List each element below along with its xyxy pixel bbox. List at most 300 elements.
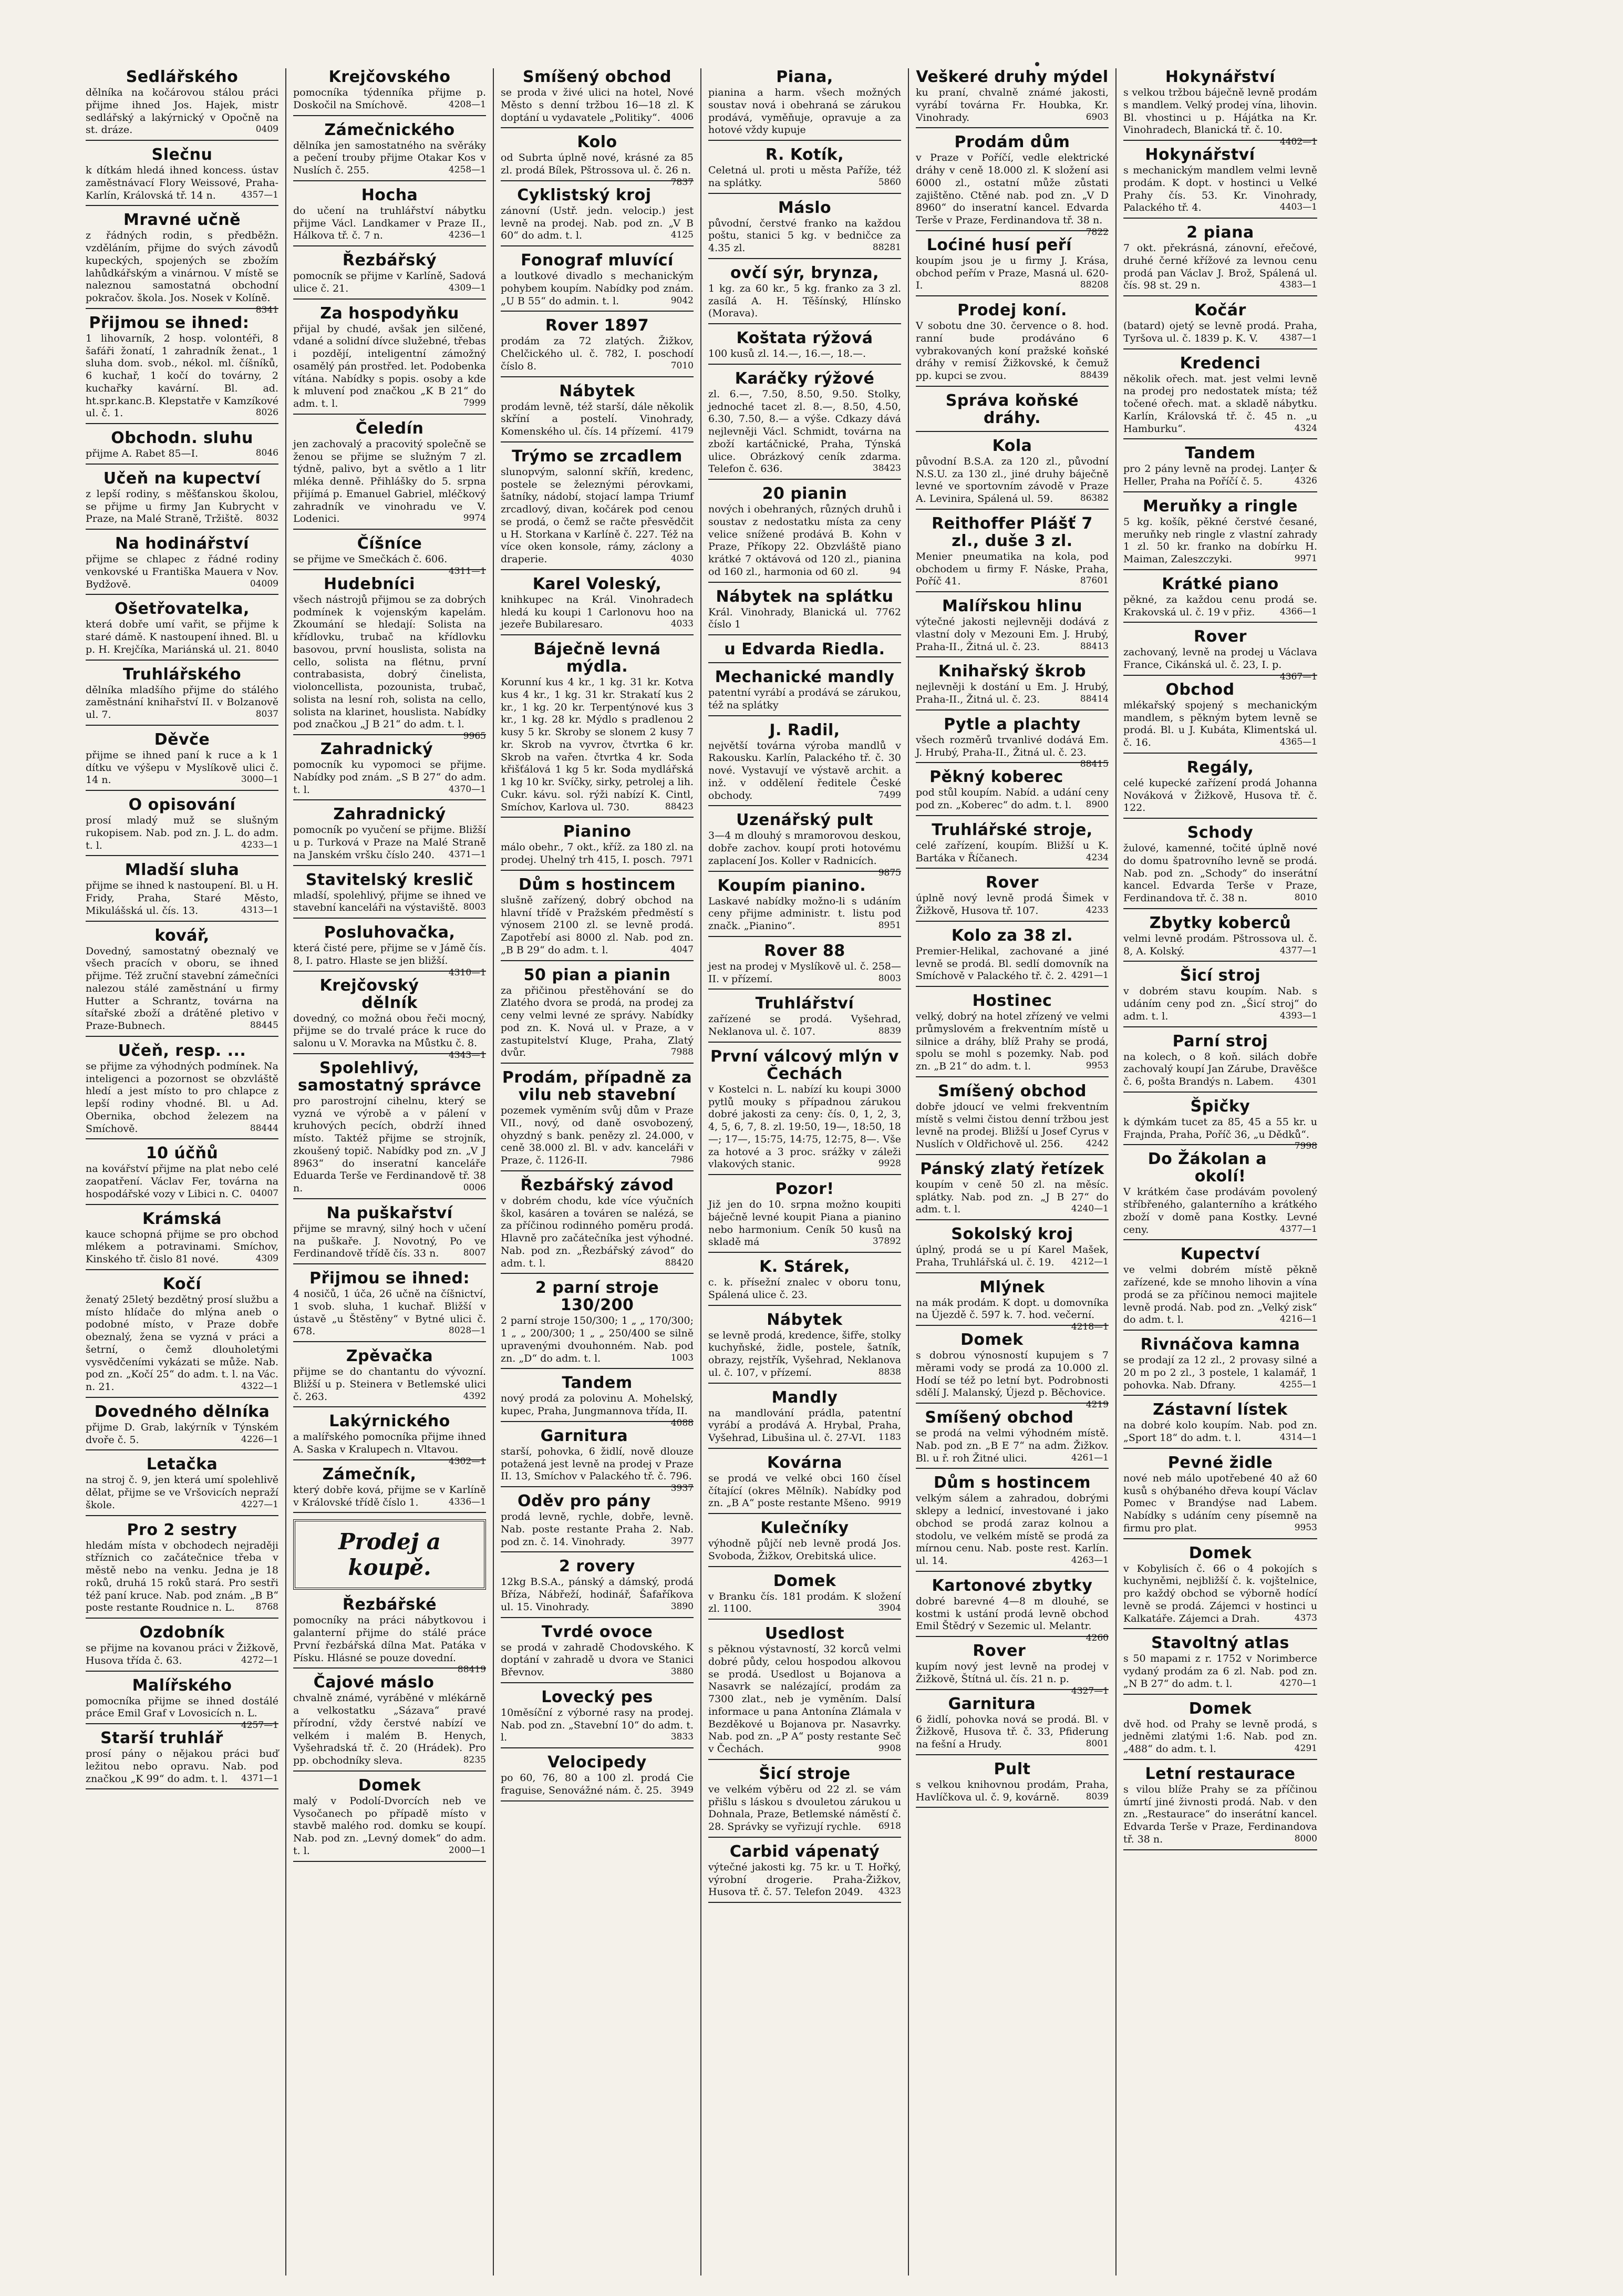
ad-body-text: se přijme ve Smečkách č. 606. [293,553,448,565]
ad-title: Učeň na kupectví [103,469,261,488]
ad-title: Čajové máslo [313,1673,435,1692]
ad-body [86,1163,278,1200]
classified-ad [708,995,901,1043]
ad-reference-number: 0409 [255,124,278,135]
ad-title: Nábytek [559,382,635,400]
classified-ad [86,146,278,206]
ad-reference-number: 2000—1 [448,1845,486,1856]
ad-body-text: přijal by chudé, avšak jen silčené, vdané a solidní dívce služebné, třebas i pozdějí, inteligentní zámožný osamělý pán prostřed. let. Podobenka vítána. Nabídky s popis. osoby a kde k mluvení pod značkou „K B 21“ do adm. t. l. [293,323,486,409]
classified-ad [293,574,486,742]
ad-body-text: Premier-Helikal, zachované a jiné levně se prodá. Bl. sedlí domovník na Smíchově v Palackého tř. č. 2. [916,945,1109,982]
ad-body [708,388,901,476]
ad-body-text: se přijme za výhodných podmínek. Na inteligenci a pozornost se obzvláště hledí a jest místo to pro chlapce z lepší rodiny vhodné. Bl. u Ad. Obernika, obchod železem na Smíchově. [86,1060,279,1135]
ad-body-text: s dobrou výnosností kupujem s 7 měrami vody se prodá za 10.000 zl. Hodí se též po letní byt. Podrobnosti sdělí J. Malanský, Újezd p. Běchovice. [916,1350,1109,1399]
classified-ad [1123,967,1317,1027]
ad-body-text: pomocníky na práci nábytkovou i galanterní přijme do stálé práce První řezbářská dílna Mat. Patáka v Písku. Hlásné se pouze dovední. [293,1614,486,1664]
ad-body [293,1692,486,1767]
ad-body [501,401,694,438]
classified-ad [916,992,1109,1077]
classified-ad [708,877,901,937]
ad-title: Pro 2 sestry [127,1520,237,1539]
ad-body-text: koupím v ceně 50 zl. na měsíc. splátky. Nab. pod zn. „J B 27“ do adm. t. l. [916,1178,1109,1216]
classified-ad [501,1374,694,1428]
classified-ad [293,1777,486,1862]
ad-reference-number: 4309 [255,1253,278,1264]
ad-reference-number: 4258—1 [448,164,486,175]
ad-reference-number: 4006 [670,111,694,122]
ad-reference-number: 4219 [1086,1399,1109,1410]
classified-ad [293,1595,486,1675]
ad-title: Karel Voleský, [532,574,662,593]
classified-ad [1123,1700,1317,1760]
column-2 [286,68,494,2276]
ad-title: Slečnu [151,146,213,164]
ad-body-text: který dobře ková, přijme se v Karlíně v Královské třídě číslo 1. [293,1484,486,1508]
ad-body-text: v dobrém chodu, kde více výučních škol, kasáren a továren se nalézá, se za příčinou rodinného poměru prodá. Hlavně pro začátečníka jest výhodné. Nab. pod zn. „Řezbářský závod“ do adm. t. l. [501,1195,694,1269]
ad-body [1123,1116,1317,1152]
classified-ad [86,600,278,660]
ad-title: Zástavní lístek [1153,1401,1288,1419]
ad-body [501,1642,694,1679]
ad-reference-number: 4309—1 [448,282,486,293]
ad-body-text: s velkou knihovnou prodám, Praha, Havlíčkova ul. č. 9, kovárně. [916,1778,1109,1803]
classified-ad [293,976,486,1061]
ad-reference-number: 4236—1 [448,230,486,241]
ad-body-text: dovedný, co možná obou řeči mocný, přijme se do trvalé práce k ruce do salonu u V. Moravka na Můstku č. 8. [293,1012,486,1049]
ad-title: 10 účňů [146,1144,219,1163]
ad-title: Prodám dům [954,133,1070,152]
ad-reference-number: 4323 [878,1886,901,1897]
ad-body-text: pro parostrojní cihelnu, který se vyzná ve výrobě a v pálení v kruhových pecích, obdrží ihned místo. Taktéž přijme se strojník, zkoušený topič. Nabídky pod zn. „V J 8963“ do inseratní kanceláře Eduarda Terše ve Ferdinandově tř. 38 n. [293,1095,486,1194]
ad-body-text: kauce schopná přijme se pro obchod mlékem a potravinami. Smíchov, Kinského tř. čislo 81 nové. [86,1228,278,1265]
ad-title: Pult [994,1759,1031,1778]
classified-ad [916,1160,1109,1220]
classified-ad [916,1576,1109,1643]
classified-ad [293,871,486,919]
classified-ad [708,1519,901,1567]
ad-body [708,961,901,986]
classified-ad [293,534,486,576]
ad-reference-number: 38423 [872,463,901,474]
ad-reference-number: 8768 [255,1602,278,1613]
ad-body [916,456,1109,506]
ad-body-text: a loutkové divadlo s mechanickým pohybem koupím. Nabídky pod znám. „U B 55“ do admin. t. l. [501,270,694,307]
ad-body-text: v Branku čís. 181 prodám. K složení zl. 1100. [708,1590,901,1615]
classified-ad [1123,1634,1317,1694]
ad-title: Učeň, resp. ... [118,1041,246,1060]
ad-title: První válcový mlýn v Čechách [710,1047,899,1083]
ad-body [293,140,486,177]
classified-ad [1123,1033,1317,1093]
ad-body [1123,842,1317,905]
ad-body-text: 5 kg. košík, pěkné čerstvé česané, meruňky neb ringle z vlastní zahrady 1 zl. 50 kr. franko na dobírku H. Maiman, Zaleszczyki. [1123,516,1317,565]
ad-body [1123,699,1317,749]
ad-body [293,759,486,796]
classified-ad [86,861,278,921]
ad-body-text: na kovářství přijme na plat nebo celé zaopatření. Václav Fer, továrna na hospodářské vozy v Libici n. C. [86,1163,278,1200]
ad-title: Pěkný koberec [929,768,1063,787]
ad-body-text: se prodá ve velké obci 160 čísel čítající (okres Mělník). Nabídky pod zn. „B A“ poste restante Mšeno. [708,1472,901,1509]
ad-body [86,1294,278,1394]
ad-body [293,1795,486,1858]
ad-reference-number: 4257—1 [241,1720,278,1731]
ad-title: Trýmo se zrcadlem [512,447,683,466]
ad-body [86,87,278,137]
ad-body-text: pro 2 pány levně na prodej. Lanţer & Heller, Praha na Poříčí č. 5. [1123,463,1317,487]
classified-ad [86,535,278,595]
classified-ad [293,1412,486,1467]
ad-body-text: patentní vyrábí a prodává se zárukou, též na splátky [708,687,901,711]
ad-title: Šicí stroj [1180,966,1261,985]
ad-body-text: knihkupec na Král. Vinohradech hledá ku koupi 1 Carlonovu hoo na jezeře Bubilaresaro. [501,593,694,631]
ad-body-text: pomocníka týdenníka přijme p. Doskočil na Smíchově. [293,87,486,111]
ad-body [916,551,1109,588]
ad-body [708,1013,901,1038]
ad-body-text: od Subrta úplně nové, krásné za 85 zl. prodá Bílek, Pštrossova ul. č. 26 n. [501,152,694,176]
ad-reference-number: 4291 [1294,1743,1317,1754]
classified-ad [86,666,278,726]
ad-body-text: na dobré kolo koupím. Nab. pod zn. „Sport 18“ do adm. t. l. [1123,1419,1317,1444]
ad-body-text: v Praze v Poříčí, vedle elektrické dráhy v ceně 18.000 zl. K složení asi 6000 zl., ostatní může zůstati zajištěno. Ctěné nab. pod zn. „V D 8960“ do inseratní kancel. Edvarda Terše v Praze, Ferdinandova tř. 38 n. [916,152,1109,226]
ad-title: Mechanické mandly [715,668,895,686]
ad-body [86,488,278,526]
classified-ad [708,146,901,194]
ad-body [293,1484,486,1509]
ad-body [708,348,901,361]
ad-body-text: dobré barevné 4—8 m dlouhé, se kostmi k ustání prodá levně obchod Emil Štědrý v Sezemic ul. Melantr. [916,1595,1109,1632]
ad-body-text: Menier pneumatika na kola, pod obchodem u firmy F. Náske, Praha, Poříč 41. [916,550,1109,588]
ad-title: Piana, [776,68,833,86]
ad-title: Truhlářského [122,665,242,684]
ad-body-text: pomocník se přijme v Karlíně, Sadová ulice č. 21. [293,270,486,294]
ad-title: Domek [1188,1543,1252,1562]
classified-ad [86,68,278,141]
ad-reference-number: 7010 [670,360,694,371]
classified-ad [1123,1150,1317,1240]
classified-ad [708,370,901,480]
ad-title: Mravné učně [123,211,241,230]
ad-title: Kolo za 38 zl. [951,926,1073,945]
ad-body [916,320,1109,383]
classified-ad [501,966,694,1064]
classified-ad [708,485,901,583]
ad-body-text: přijme se ihned k nastoupení. Bl. u H. Fridy, Praha, Staré Město, Mikulášská ul. čís. 13. [86,880,278,917]
classified-ad [916,1083,1109,1155]
ad-body [86,1474,278,1511]
ad-body-text: V krátkém čase prodávám povolený stříbřeného, galanterního a krátkého zboží v domě pana Kostky. Levné ceny. [1123,1186,1317,1235]
ad-body-text: mladší, spolehlivý, přijme se ihned ve stavební kanceláři na výstaviště. [293,889,486,914]
ad-reference-number: 8838 [878,1366,901,1377]
ad-reference-number: 6903 [1086,111,1109,122]
classified-ad [293,187,486,246]
classified-ad [708,1843,901,1903]
ad-title: J. Radil, [769,720,840,739]
classified-ad [1123,1245,1317,1331]
ad-reference-number: 4366—1 [1279,606,1317,617]
classified-ad [86,1624,278,1672]
ad-body [916,152,1109,238]
ad-title: Starší truhlář [100,1729,223,1747]
ad-reference-number: 88419 [457,1664,486,1675]
ad-title: Krámská [142,1209,222,1228]
ad-title: Přijmou se ihned: [89,313,250,332]
ad-body-text: celé kupecké zařízení prodá Johanna Nováková v Žižkově, Husova tř. č. 122. [1123,777,1317,814]
ad-body [86,815,278,852]
ad-body [1123,1563,1317,1625]
ad-body-text: na kolech, o 8 koň. silách dobře zachovalý koupí Jan Zárube, Dravěšce č. 6, pošta Brandýs n. Labem. [1123,1051,1317,1087]
ad-body-text: velký, dobrý na hotel zřízený ve velmi průmyslovém a frekventním místě u silnice a dráhy, blíž Prahy se prodá, spolu se mohl s pozemky. Nab. pod zn. „B 21“ do adm. t. l. [916,1011,1109,1072]
classified-ad [293,420,486,530]
ad-body-text: prodám za 72 zlatých. Žižkov, Chelčického ul. č. 782, I. poschodí číslo 8. [501,335,694,372]
ad-reference-number: 4393—1 [1279,1010,1317,1021]
classified-ad [1123,146,1317,219]
ad-reference-number: 8235 [463,1755,486,1765]
ad-title: Nábytek [767,1310,843,1329]
ad-reference-number: 4322—1 [241,1381,278,1392]
classified-ad [1123,1765,1317,1850]
ad-title: Kovárna [767,1453,843,1472]
ad-title: R. Kotík, [765,146,844,164]
ad-reference-number: 4392 [463,1391,486,1402]
ad-body [1123,1051,1317,1088]
ad-title: 50 pian a pianin [523,965,671,984]
ad-body-text: jest na prodej v Myslíkově ul. č. 258—II. v přízemí. [708,960,901,985]
ad-reference-number: 4233 [1086,905,1109,915]
classified-ad [1123,575,1317,623]
ad-title: Truhlářství [755,994,854,1013]
ad-body-text: nový prodá za polovinu A. Mohelský, kupec, Praha, Jungmannova třída, II. [501,1393,694,1417]
ad-body [501,594,694,631]
ad-title: Usedlost [764,1624,845,1643]
classified-ad [501,448,694,570]
ad-reference-number: 4233—1 [241,839,278,850]
ad-body-text: pod stůl koupím. Nabíd. a udání ceny pod zn. „Koberec“ do adm. t. l. [916,787,1109,811]
ad-body [501,676,694,814]
ad-reference-number: 4367—1 [1279,671,1317,682]
ad-body [293,438,486,526]
classified-ad [916,663,1109,711]
ad-title: Řezbářský závod [520,1176,674,1195]
ad-title: Pánský zlatý řetízek [920,1159,1104,1178]
ad-body-text: Král. Vinohrady, Blanická ul. 7762 číslo 1 [708,606,901,631]
classified-ad [86,1275,278,1398]
ad-body [1123,320,1317,345]
ad-body-text: přijme D. Grab, lakýrník v Týnském dvoře č. 5. [86,1421,278,1446]
ad-title: Kola [992,436,1032,455]
ad-reference-number: 4365—1 [1279,737,1317,747]
ad-body-text: ku praní, chvalně známé jakosti, vyrábí továrna Fr. Houbka, Kr. Vinohrady. [916,87,1109,123]
classified-ad [293,740,486,800]
ad-title: Řezbářské [342,1595,437,1614]
ad-body-text: nových i obehraných, různých druhů i soustav z nedostatku místa za ceny velice snížené prodává B. Kohn v Praze, Příkopy 22. Obzvláště piano krátké 7 oktávová od 120 zl., pianina od 160 zl., harmonia od 60 zl. [708,503,901,578]
ad-title: Krejčovského [328,68,451,86]
ad-body-text: 7 okt. překrásná, zánovní, eřečové, druhé černé křížové za levnou cenu prodá pan Václav J. Brož, Spálená ul. čís. 98 st. 29 n. [1123,242,1317,292]
classified-ad [708,1258,901,1306]
ad-body-text: přijme se mravný, silný hoch v učení na puškaře. J. Novotný, Po ve Ferdinandově třídě čís. 33 n. [293,1222,486,1260]
ad-body [916,681,1109,706]
classified-ad [86,1676,278,1731]
ad-title: Obchodn. sluhu [111,429,253,447]
classified-ad [916,1760,1109,1808]
ad-body-text: s 50 mapami z r. 1752 v Norimberce vydaný prodám za 6 zl. Nab. pod zn. „N B 27“ do adm. t. l. [1123,1653,1317,1690]
section-banner: Prodej a koupě. [293,1519,486,1590]
ad-body [1123,164,1317,214]
ad-reference-number: 3000—1 [241,774,278,785]
classified-ad [916,437,1109,510]
ad-body [916,787,1109,812]
classified-ad [86,796,278,856]
classified-ad [86,1042,278,1140]
ad-body-text: se prodá na velmi výhodném místě. Nab. pod zn. „B E 7“ na adm. Žižkov. Bl. u ř. roh Žitné ulici. [916,1427,1109,1464]
classified-ad [293,1204,486,1264]
ad-body [708,1643,901,1756]
ad-body-text: na mandlování prádla, patentní vyrábí a prodává A. Hrybal, Praha, Vyšehrad, Libušina ul. č. 27-VI. [708,1407,901,1444]
classified-ad [293,252,486,300]
ad-title: Dům s hostincem [934,1474,1091,1492]
ad-body [501,152,694,188]
ink-dot [1035,62,1039,66]
ad-body-text: a malířského pomocníka přijme ihned A. Saska v Kralupech n. Vltavou. [293,1431,486,1455]
column-1 [79,68,286,2276]
ad-body [501,270,694,307]
ad-title: Zbytky koberců [1149,913,1291,932]
classified-ad [708,811,901,878]
ad-reference-number: 0006 [463,1182,486,1193]
ad-reference-number: 4088 [670,1417,694,1428]
ad-body [708,1407,901,1445]
ad-title: Za hospodyňku [320,304,459,323]
ad-body-text: V sobotu dne 30. července o 8. hod. ranní bude prodáváno 6 vybrakovaných koní pražské koňské dráhy v remisí Žižkovské, k čemuž pp. kupci se zvou. [916,320,1109,382]
classified-ad [501,133,694,188]
classified-ad [708,1048,901,1175]
ad-reference-number: 8040 [255,643,278,654]
classified-ad [293,1059,486,1199]
ad-reference-number: 8037 [255,709,278,719]
ad-body-text: nové neb málo upotřebené 40 až 60 kusů s ohýbaného dřeva koupí Václav Pomec v Brandýse nad Labem. Nabídky s udáním ceny písemně na firmu pro plat. [1123,1472,1317,1534]
ad-reference-number: 88444 [250,1123,278,1134]
classified-ad [86,470,278,530]
ad-title: Báječně levná mýdla. [533,640,661,676]
ad-reference-number: 4260 [1086,1633,1109,1643]
classified-ad [708,68,901,141]
ad-body-text: výtečné jakosti kg. 75 kr. u T. Hořký, výrobní drogerie. Praha-Žižkov, Husova tř. č. 57. Telefon 2049. [708,1861,901,1898]
ad-title: Ozdobník [139,1623,225,1642]
ad-title: Děvče [154,730,210,749]
ad-title: Prodám, případně za vilu neb stavební [502,1068,692,1104]
ad-title: Domek [773,1571,836,1590]
ad-reference-number: 4242 [1086,1138,1109,1149]
ad-title: Kolo [577,133,617,152]
ad-reference-number: 5860 [878,177,901,188]
ad-title: 2 piana [1186,223,1254,242]
ad-body-text: koupím jsou je u firmy J. Krása, obchod peřím v Praze, Masná ul. 620-I. [916,254,1109,292]
ad-body [916,1011,1109,1073]
ad-body-text: zachovaný, levně na prodej u Václava France, Cikánská ul. č. 23, I. p. [1123,646,1317,671]
ad-body-text: kupím nový jest levně na prodej v Žižkově, Štítná ul. čís. 21 n. p. [916,1661,1109,1685]
ad-body-text: malý v Podolí-Dvorcích neb ve Vysočanech po případě místo v stavbě malého rod. domku se koupí. Nab. pod zn. „Levný domek“ do adm. t. l. [293,1795,486,1857]
classified-ad [916,821,1109,869]
ad-reference-number: 4377—1 [1279,945,1317,956]
ad-body [293,323,486,410]
ad-title: Domek [358,1776,421,1795]
ad-title: Kredenci [1180,354,1261,373]
ad-reference-number: 4387—1 [1279,332,1317,343]
ad-body [1123,1653,1317,1690]
ad-reference-number: 37892 [872,1236,901,1247]
ad-reference-number: 8000 [1294,1833,1317,1844]
ad-body [708,1199,901,1249]
ad-body [293,824,486,861]
ad-body-text: slušně zařízený, dobrý obchod na hlavní třídě v Pražském předměstí s výnosem 2100 zl. se levně prodá. Zapotřebí asi 8000 zl. Nab. pod zn. „B B 29“ do adm. t. l. [501,894,694,956]
ad-body-text: v Kostelci n. L. nabízí ku koupi 3000 pytlů mouky s případnou zárukou dobré jakosti za ceny: čís. 0, 1, 2, 3, 4, 5, 6, 7, 8. zl. 19:50, 19—, 18:50, 18—; 17—, 15:75, 14:75, 12:75, 8—. Vše za hotové a 3 proc. srážky v záleži vlakových stanic. [708,1083,901,1170]
ad-title: ovčí sýr, brynza, [730,263,880,282]
classified-ad [86,211,278,315]
ad-reference-number: 3833 [670,1732,694,1743]
ad-body-text: 100 kusů zl. 14.—, 16.—, 18.—. [708,348,866,359]
ad-reference-number: 87601 [1080,575,1109,586]
ad-body [293,87,486,112]
ad-body [293,593,486,742]
ad-title: Nábytek na splátku [716,587,894,606]
ad-body [501,1315,694,1365]
ad-body [293,1095,486,1195]
ad-reference-number: 9953 [1294,1522,1317,1533]
ad-title: Koštata rýžová [736,329,873,347]
ad-reference-number: 1183 [878,1432,901,1443]
ad-body [708,606,901,632]
ad-body-text: slunopvým, salonní skříň, kredenc, postele se železnými pérovkami, šatníky, nádobí, stojací lampa Triumf zrcadlový, divan, kočárek pod cenou se prodá, o čemž se račte přesvědčit u H. Storkana v Karlíně č. 227. Též na více oken konsole, rámy, záclony a draperie. [501,466,694,565]
ad-body-text: do učení na truhlářství nábytku přijme Václ. Landkamer v Praze II., Hálkova tř. č. 7 n. [293,204,486,242]
ad-body-text: dělníka jen samostatného na svěráky a pečení trouby přijme Otakar Kos v Nuslích č. 255. [293,139,486,176]
classified-ad [501,1069,694,1171]
ad-title: Tandem [1185,444,1256,463]
ad-title: Lakýrnického [329,1412,450,1431]
ad-body-text: v dobrém stavu koupím. Nab. s udáním ceny pod zn. „Šicí stroj“ do adm. t. l. [1123,985,1317,1022]
ad-reference-number: 7986 [670,1155,694,1165]
ad-body [293,942,486,978]
classified-ad [86,314,278,424]
ad-body-text: přijme se ihned paní k ruce a k 1 dítku ve výšepu v Myslíkově ulici č. 14 n. [86,749,278,786]
classified-ad [916,1474,1109,1572]
ad-body-text: velkým sálem a zahradou, dobrými sklepy a lednicí, investované i jako obchod se prodá zaraz kolnou a stodolu, ve velkém místě se prodá za mírnou cenu. Nab. poste rest. Karlín. ul. 14. [916,1492,1109,1567]
ad-reference-number: 88423 [665,801,694,812]
classified-ad [916,1226,1109,1273]
ad-title: Pevné židle [1167,1453,1273,1472]
ad-body [1123,463,1317,488]
ad-body [86,1695,278,1731]
ad-reference-number: 94 [890,565,901,576]
ad-reference-number: 04009 [250,578,278,589]
ad-reference-number: 8900 [1086,799,1109,810]
ad-reference-number: 9971 [1294,553,1317,564]
classified-ad [86,1403,278,1451]
ad-title: Letní restaurace [1145,1764,1296,1783]
ad-body [708,1538,901,1563]
classified-ad [86,429,278,465]
ad-reference-number: 88420 [665,1257,694,1268]
ad-reference-number: 7822 [1086,226,1109,238]
ad-body [501,1445,694,1494]
ad-body-text: přijme se chlapec z řádné rodiny venkovské u Františka Mauera v Nov. Bydžově. [86,553,278,590]
ad-body [916,945,1109,983]
classified-ad [1123,1336,1317,1396]
classified-ad [916,1278,1109,1332]
ad-title: Rivnáčova kamna [1140,1335,1300,1354]
ad-body [293,1614,486,1675]
classified-ad [501,1492,694,1552]
ad-body [1123,242,1317,292]
classified-ad [501,383,694,442]
